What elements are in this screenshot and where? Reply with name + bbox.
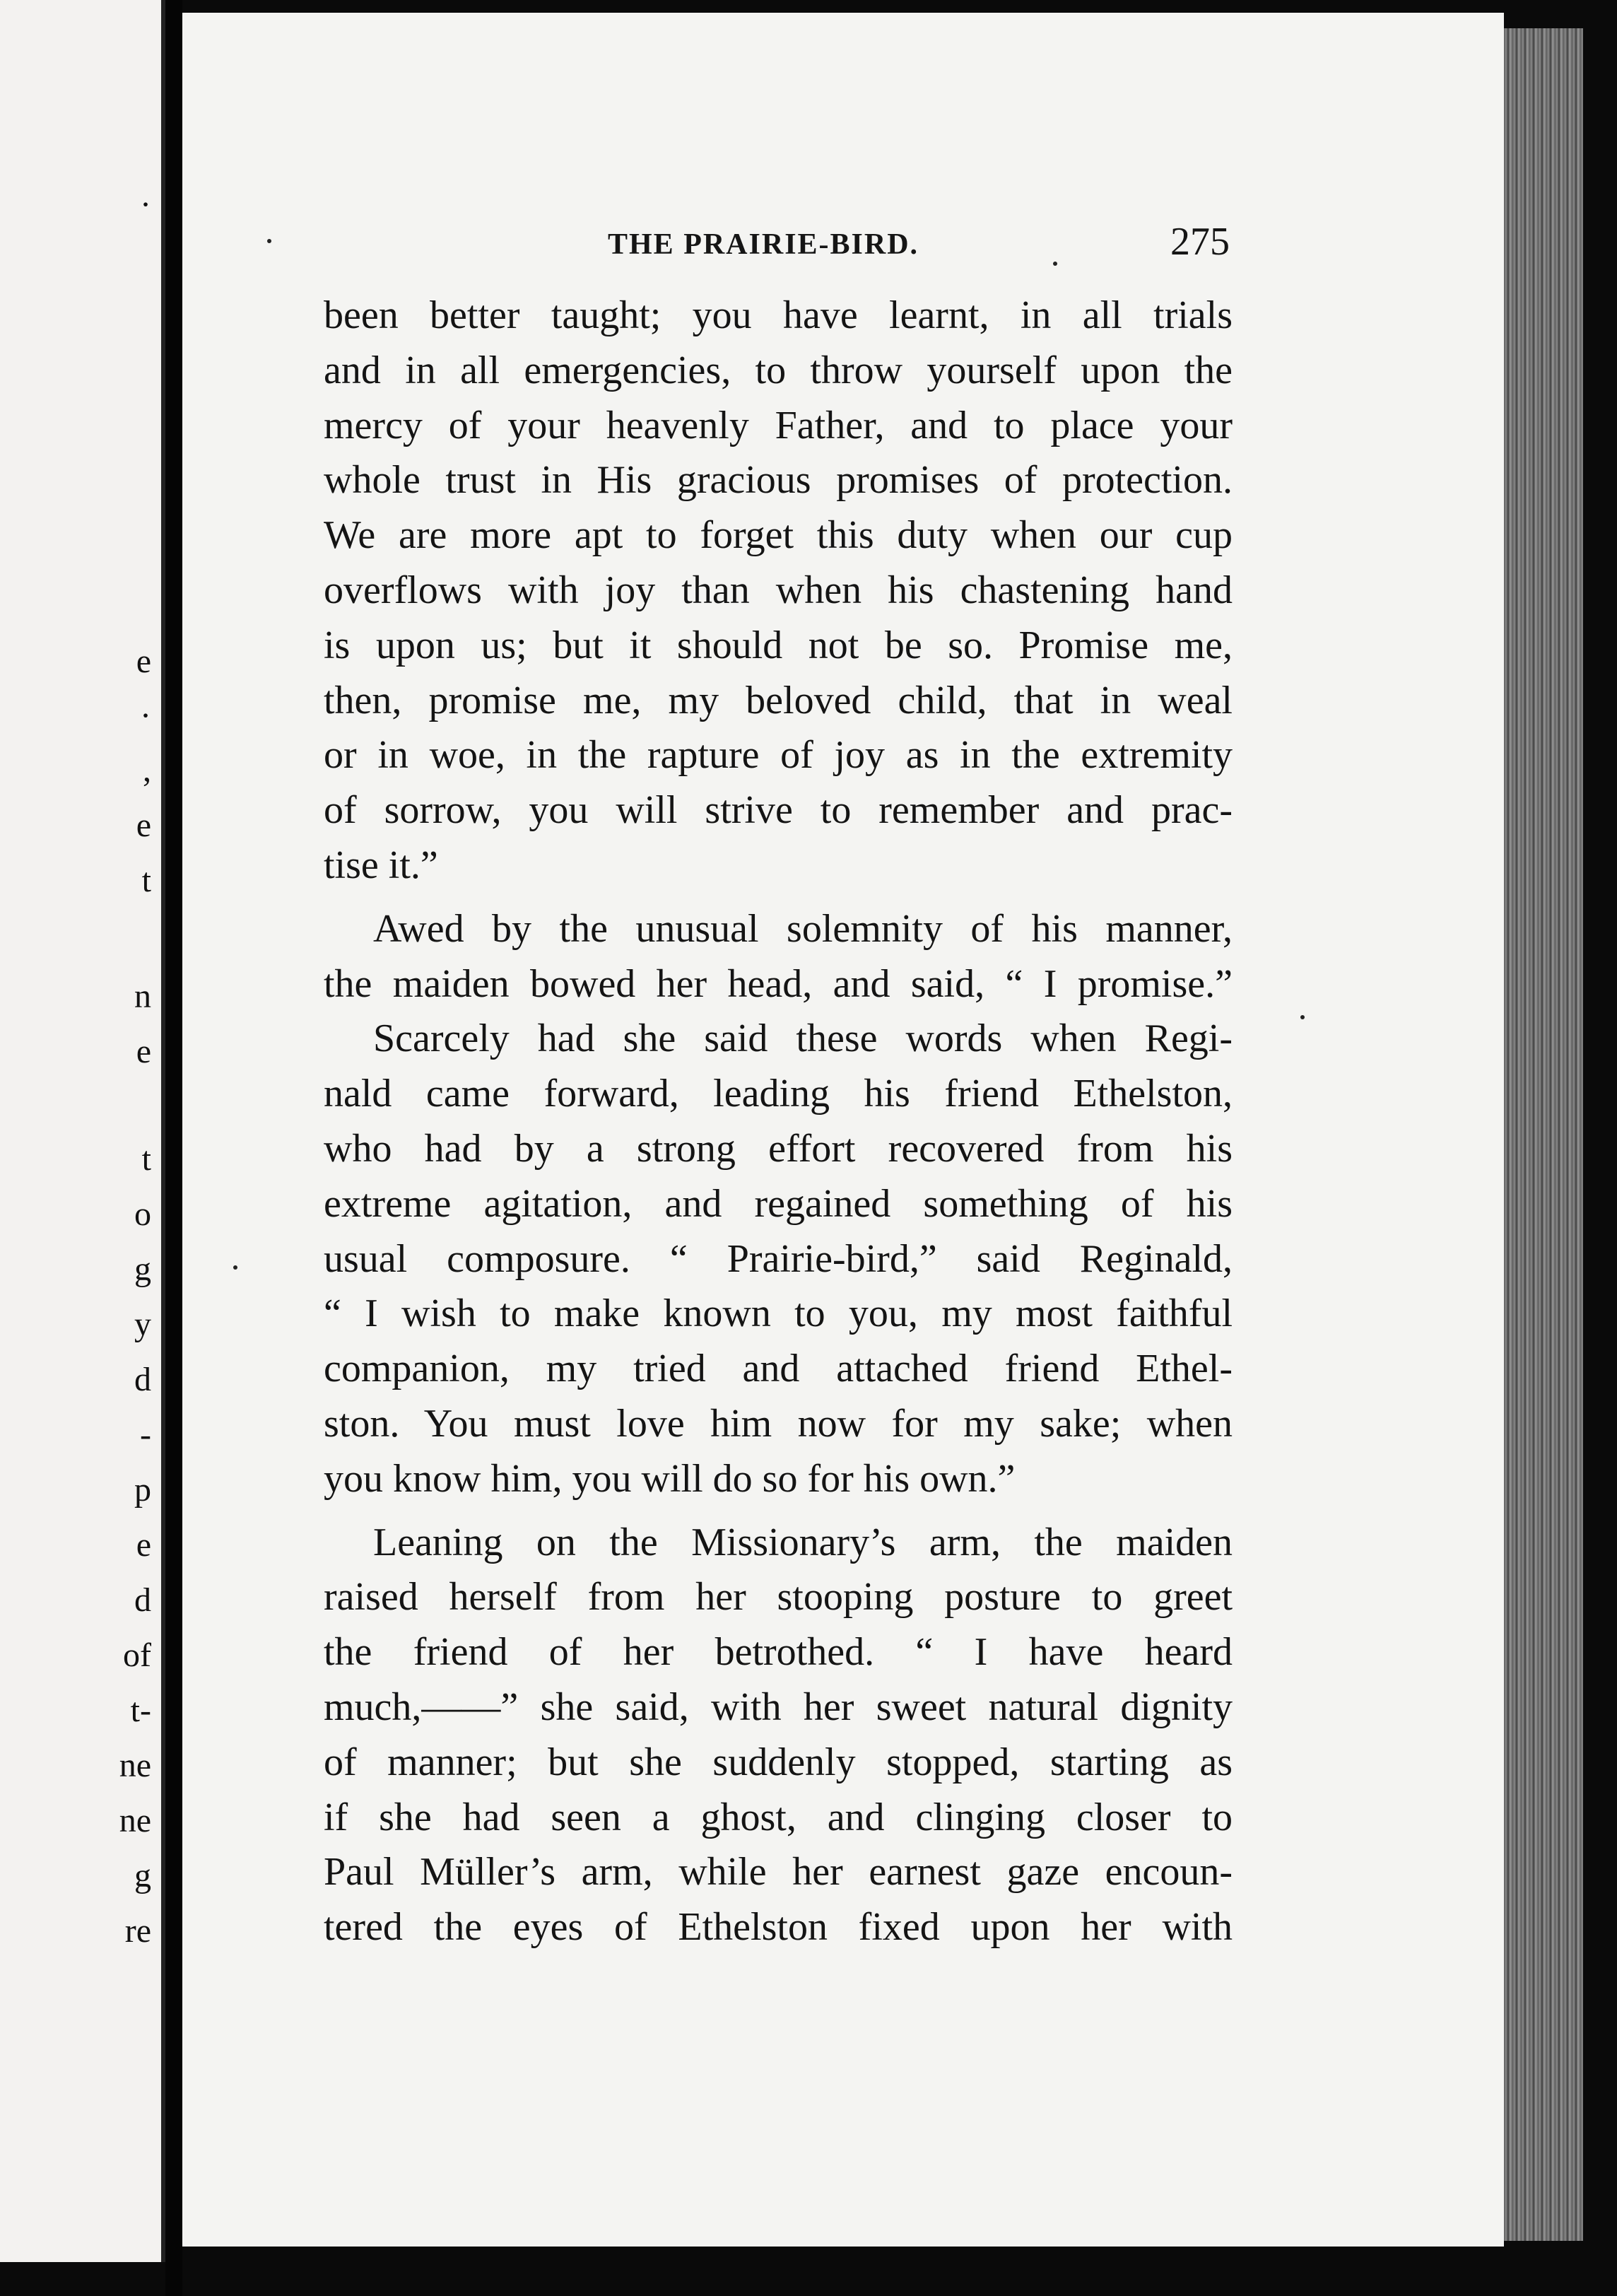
text-line: the maiden bowed her head, and said, “ I promise.” bbox=[324, 961, 1233, 1006]
text-line: who had by a strong effort recovered from his bbox=[324, 1126, 1233, 1171]
text-line: tise it.” bbox=[324, 843, 438, 887]
text-line: of sorrow, you will strive to remember and prac- bbox=[324, 788, 1233, 833]
book-gutter bbox=[165, 0, 182, 2296]
prev-page-fragment: e bbox=[136, 807, 151, 844]
prev-page-fragment: y bbox=[134, 1306, 151, 1343]
text-line: nald came forward, leading his friend Ethelston, bbox=[324, 1072, 1233, 1116]
text-line: of manner; but she suddenly stopped, starting as bbox=[324, 1740, 1233, 1784]
text-line: the friend of her betrothed. “ I have heard bbox=[324, 1630, 1233, 1675]
text-line: whole trust in His gracious promises of protection. bbox=[324, 458, 1233, 503]
text-line: ston. You must love him now for my sake; when bbox=[324, 1401, 1233, 1446]
prev-page-fragment: · bbox=[140, 186, 151, 223]
text-line: then, promise me, my beloved child, that in weal bbox=[324, 678, 1233, 722]
prev-page-fragment: o bbox=[134, 1195, 151, 1233]
prev-page-fragment: g bbox=[134, 1250, 151, 1288]
prev-page-fragment: re bbox=[124, 1912, 151, 1950]
text-line: extreme agitation, and regained something of his bbox=[324, 1181, 1233, 1226]
text-line: raised herself from her stooping posture to greet bbox=[324, 1575, 1233, 1620]
text-line: Paul Müller’s arm, while her earnest gaze encoun- bbox=[324, 1850, 1233, 1894]
text-line: mercy of your heavenly Father, and to place your bbox=[324, 403, 1233, 447]
prev-page-fragment: p bbox=[134, 1471, 151, 1509]
prev-page-fragment: n bbox=[134, 978, 151, 1015]
previous-page-edge bbox=[0, 0, 165, 2262]
text-line: been better taught; you have learnt, in all trials bbox=[324, 293, 1233, 337]
text-line: is upon us; but it should not be so. Promise me, bbox=[324, 623, 1233, 667]
prev-page-fragment: , bbox=[143, 751, 151, 789]
text-line: overflows with joy than when his chastening hand bbox=[324, 568, 1233, 612]
ink-speck bbox=[1300, 1015, 1305, 1019]
text-line: companion, my tried and attached friend Ethel- bbox=[324, 1347, 1233, 1391]
text-line: tered the eyes of Ethelston fixed upon her with bbox=[324, 1905, 1233, 1950]
prev-page-fragment: · bbox=[140, 697, 151, 734]
prev-page-fragment: e bbox=[136, 1033, 151, 1070]
text-line: or in woe, in the rapture of joy as in the extremity bbox=[324, 733, 1233, 778]
prev-page-fragment: e bbox=[136, 1526, 151, 1564]
text-line: We are more apt to forget this duty when our cup bbox=[324, 513, 1233, 558]
text-line: Awed by the unusual solemnity of his manner, bbox=[373, 906, 1233, 951]
text-line: much,——” she said, with her sweet natural dignity bbox=[324, 1685, 1233, 1729]
prev-page-fragment: d bbox=[134, 1581, 151, 1619]
prev-page-fragment: d bbox=[134, 1361, 151, 1398]
prev-page-fragment: t bbox=[141, 862, 151, 899]
text-line: “ I wish to make known to you, my most faithful bbox=[324, 1292, 1233, 1336]
text-line: you know him, you will do so for his own.” bbox=[324, 1456, 1016, 1501]
text-line: Scarcely had she said these words when Regi- bbox=[373, 1017, 1233, 1061]
page-header bbox=[424, 219, 1230, 276]
prev-page-fragment: - bbox=[140, 1416, 151, 1453]
ink-speck bbox=[233, 1265, 237, 1270]
prev-page-fragment: t bbox=[141, 1140, 151, 1178]
text-line: Leaning on the Missionary’s arm, the maiden bbox=[373, 1520, 1233, 1564]
text-line: and in all emergencies, to throw yourself upon the bbox=[324, 348, 1233, 392]
prev-page-fragment: e bbox=[136, 643, 151, 680]
page-number: 275 bbox=[1170, 220, 1230, 264]
prev-page-fragment: ne bbox=[119, 1747, 151, 1784]
prev-page-fragment: g bbox=[134, 1857, 151, 1894]
ink-speck bbox=[267, 239, 271, 243]
text-line: usual composure. “ Prairie-bird,” said Reginald, bbox=[324, 1236, 1233, 1281]
prev-page-fragment: ne bbox=[119, 1802, 151, 1839]
text-line: if she had seen a ghost, and clinging closer to bbox=[324, 1795, 1233, 1839]
running-title: THE PRAIRIE-BIRD. bbox=[608, 228, 919, 261]
page-edges bbox=[1504, 28, 1583, 2241]
prev-page-fragment: t- bbox=[130, 1692, 151, 1729]
prev-page-fragment: of bbox=[123, 1636, 151, 1674]
body-text bbox=[324, 288, 1233, 1955]
